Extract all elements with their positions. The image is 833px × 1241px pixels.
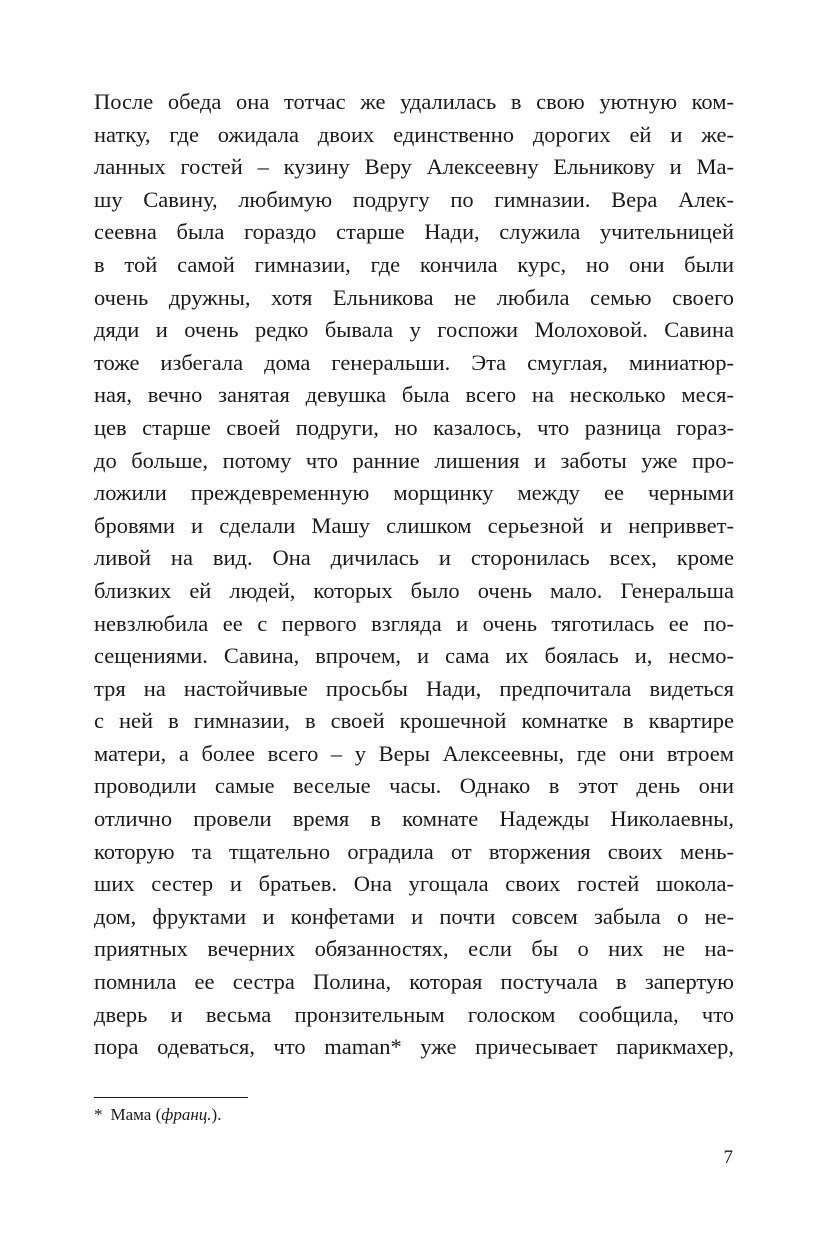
- text-line: помнила ее сестра Полина, которая постучала в запертую: [94, 969, 734, 995]
- text-line: ложили преждевременную морщинку между ее черными: [94, 480, 734, 506]
- text-line: проводили самые веселые часы. Однако в этот день они: [94, 773, 734, 799]
- text-line: тоже избегала дома генеральши. Эта смуглая, миниатюр-: [94, 349, 734, 375]
- text-line: цев старше своей подруги, но казалось, что разница гораз-: [94, 414, 734, 440]
- footnote-italic: франц.: [161, 1105, 212, 1124]
- text-line: бровями и сделали Машу слишком серьезной и неприввет-: [94, 512, 734, 538]
- text-line: невзлюбила ее с первого взгляда и очень тяготилась ее по-: [94, 610, 734, 636]
- text-line: очень дружны, хотя Ельникова не любила семью своего: [94, 284, 734, 310]
- text-line: натку, где ожидала двоих единственно дорогих ей и же-: [94, 121, 734, 147]
- page-number: 7: [723, 1147, 733, 1168]
- text-line: сещениями. Савина, впрочем, и сама их боялась и, несмо-: [94, 643, 734, 669]
- text-line: до больше, потому что ранние лишения и заботы уже про-: [94, 447, 734, 473]
- text-line: матери, а более всего – у Веры Алексеевны, где они втроем: [94, 740, 734, 766]
- footnote: [94, 1102, 221, 1128]
- text-line: в той самой гимназии, где кончила курс, но они были: [94, 251, 734, 277]
- text-line: ланных гостей – кузину Веру Алексеевну Ельникову и Ма-: [94, 154, 734, 180]
- text-line: шу Савину, любимую подругу по гимназии. Вера Алек-: [94, 186, 734, 212]
- footnote-tail: ).: [211, 1105, 222, 1124]
- text-line: дяди и очень редко бывала у госпожи Молоховой. Савина: [94, 317, 734, 343]
- text-line: пора одеваться, что maman* уже причесывает парикмахер,: [94, 1034, 734, 1060]
- text-line: близких ей людей, которых было очень мало. Генеральша: [94, 577, 734, 603]
- text-line: с ней в гимназии, в своей крошечной комнатке в квартире: [94, 708, 734, 734]
- text-line: дом, фруктами и конфетами и почти совсем забыла о не-: [94, 903, 734, 929]
- text-line: дверь и весьма пронзительным голоском сообщила, что: [94, 1001, 734, 1027]
- text-line: отлично провели время в комнате Надежды Николаевны,: [94, 806, 734, 832]
- text-line: ная, вечно занятая девушка была всего на несколько меся-: [94, 382, 734, 408]
- text-line: ливой на вид. Она дичилась и сторонилась всех, кроме: [94, 545, 734, 571]
- footnote-marker: *: [94, 1105, 103, 1124]
- text-line: тря на настойчивые просьбы Нади, предпочитала видеться: [94, 675, 734, 701]
- text-line: ших сестер и братьев. Она угощала своих гостей шокола-: [94, 871, 734, 897]
- text-line: которую та тщательно оградила от вторжения своих мень-: [94, 838, 734, 864]
- footnote-divider: [94, 1097, 248, 1098]
- main-text: [94, 86, 734, 1064]
- text-line: сеевна была гораздо старше Нади, служила учительницей: [94, 219, 734, 245]
- text-line: приятных вечерних обязанностях, если бы о них не на-: [94, 936, 734, 962]
- text-line: После обеда она тотчас же удалилась в свою уютную ком-: [94, 89, 734, 114]
- footnote-text: Мама (: [110, 1105, 162, 1124]
